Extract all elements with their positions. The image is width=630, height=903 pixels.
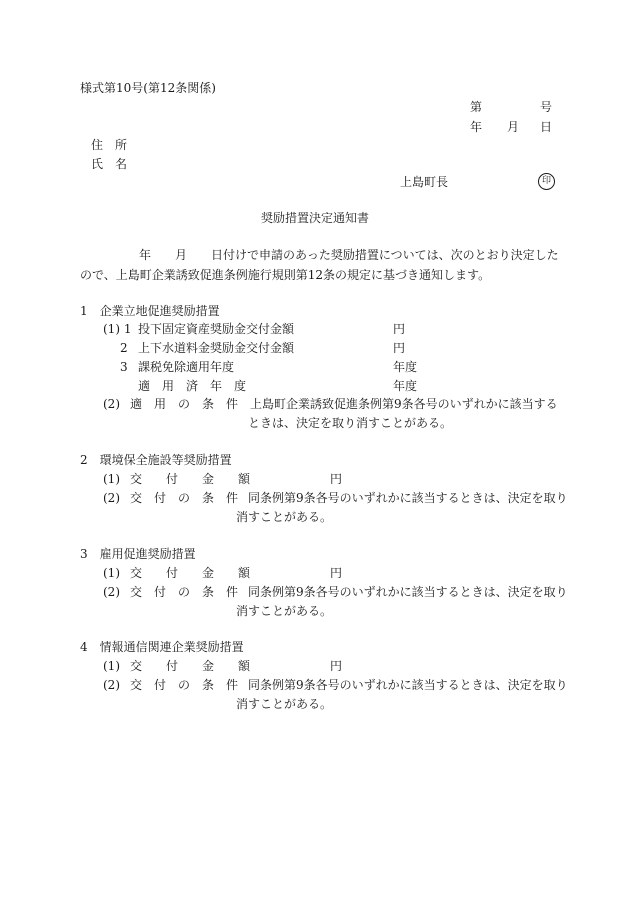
s1-item-1-number: (1) 1 <box>103 322 132 336</box>
s4-amount-number: (1) <box>103 659 120 673</box>
s2-amount-number: (1) <box>103 472 120 486</box>
document-title: 奨励措置決定通知書 <box>261 211 370 225</box>
s3-condition-number: (2) <box>103 585 120 599</box>
s4-condition-number: (2) <box>103 678 120 692</box>
s1-condition-number: (2) <box>103 397 120 411</box>
intro-month-label: 月 <box>175 248 188 262</box>
s4-condition-line-1: 同条例第9条各号のいずれかに該当するときは、決定を取り <box>248 678 568 692</box>
s3-condition-line-1: 同条例第9条各号のいずれかに該当するときは、決定を取り <box>248 585 568 599</box>
s1-condition-line-2: ときは、決定を取り消すことがある。 <box>248 416 453 430</box>
s3-amount-number: (1) <box>103 566 120 580</box>
s4-condition-label: 交 付 の 条 件 <box>130 678 239 692</box>
section-3-heading: 3 雇用促進奨励措置 <box>80 547 196 561</box>
s3-condition-line-2: 消すことがある。 <box>236 604 333 618</box>
section-2-heading: 2 環境保全施設等奨励措置 <box>80 453 232 467</box>
doc-number-suffix: 号 <box>540 100 553 114</box>
s1-item-2-label: 上下水道料金奨励金交付金額 <box>138 341 295 355</box>
date-year-label: 年 <box>470 120 483 134</box>
s4-amount-label: 交 付 金 額 <box>130 659 251 673</box>
s1-item-2-number: 2 <box>120 341 128 355</box>
s2-condition-line-1: 同条例第9条各号のいずれかに該当するときは、決定を取り <box>248 491 568 505</box>
s1-item-4-unit: 年度 <box>393 379 418 393</box>
section-1-heading: 1 企業立地促進奨励措置 <box>80 304 220 318</box>
s2-condition-number: (2) <box>103 491 120 505</box>
s3-amount-label: 交 付 金 額 <box>130 566 251 580</box>
s2-condition-label: 交 付 の 条 件 <box>130 491 239 505</box>
s2-amount-unit: 円 <box>330 472 343 486</box>
recipient-address-label: 住 所 <box>91 138 128 152</box>
s1-item-3-unit: 年度 <box>393 360 418 374</box>
issuer-title: 上島町長 <box>400 175 449 189</box>
s1-item-1-unit: 円 <box>393 322 406 336</box>
s1-condition-label: 適 用 の 条 件 <box>130 397 239 411</box>
s1-item-1-label: 投下固定資産奨励金交付金額 <box>138 322 295 336</box>
s4-condition-line-2: 消すことがある。 <box>236 697 333 711</box>
date-day-label: 日 <box>540 120 553 134</box>
s1-item-4-label: 適 用 済 年 度 <box>138 379 247 393</box>
intro-year-label: 年 <box>139 248 152 262</box>
s3-amount-unit: 円 <box>330 566 343 580</box>
form-number: 様式第10号(第12条関係) <box>80 81 216 95</box>
seal-mark: 印 <box>538 173 555 190</box>
recipient-name-label: 氏 名 <box>91 157 128 171</box>
date-month-label: 月 <box>507 120 520 134</box>
s1-condition-line-1: 上島町企業誘致促進条例第9条各号のいずれかに該当する <box>250 397 558 411</box>
doc-number-prefix: 第 <box>470 100 483 114</box>
s2-condition-line-2: 消すことがある。 <box>236 510 333 524</box>
intro-line-2: ので、上島町企業誘致促進条例施行規則第12条の規定に基づき通知します。 <box>80 268 491 282</box>
s1-item-2-unit: 円 <box>393 341 406 355</box>
intro-line-1: 日付けで申請のあった奨励措置については、次のとおり決定した <box>211 248 559 262</box>
s1-item-3-number: 3 <box>120 360 128 374</box>
s4-amount-unit: 円 <box>330 659 343 673</box>
s1-item-3-label: 課税免除適用年度 <box>138 360 235 374</box>
s2-amount-label: 交 付 金 額 <box>130 472 251 486</box>
s3-condition-label: 交 付 の 条 件 <box>130 585 239 599</box>
section-4-heading: 4 情報通信関連企業奨励措置 <box>80 640 244 654</box>
